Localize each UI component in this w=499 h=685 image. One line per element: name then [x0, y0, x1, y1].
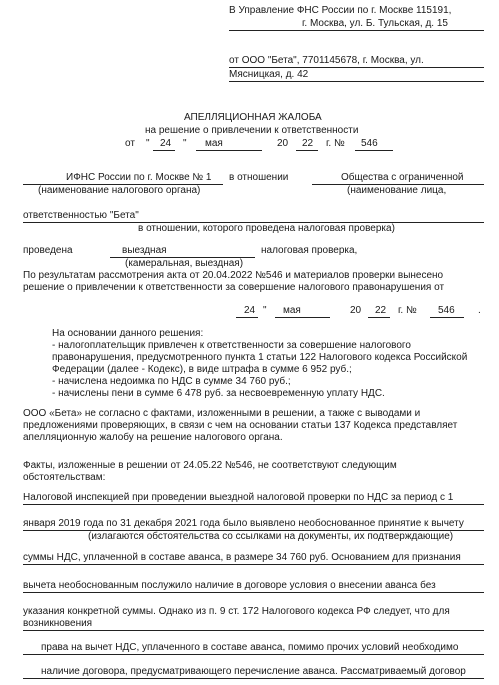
conducted-label: проведена	[23, 245, 73, 256]
disagreement-line-3: апелляционную жалобу на решение налогового органа.	[23, 432, 283, 443]
day-underline	[153, 150, 175, 151]
facts-row-2: января 2019 года по 31 декабря 2021 года было выявлено необоснованное принятие к вычету	[23, 518, 464, 529]
document-subtitle: на решение о привлечении к ответственности	[145, 125, 359, 136]
company-name-part-2: ответственностью "Бета"	[23, 210, 139, 221]
company-name-part-1: Общества с ограниченной	[341, 172, 464, 183]
decision-number: 546	[361, 138, 378, 149]
decision-year: 22	[302, 138, 314, 149]
decision-day: 24	[160, 138, 172, 149]
year-underline	[296, 150, 318, 151]
facts-row-3: суммы НДС, уплаченной в составе аванса, в размере 34 760 руб. Основанием для признания	[23, 552, 461, 563]
facts-row-7-underline	[23, 678, 484, 679]
audited-entity-caption: в отношении, которого проведена налоговая проверка)	[138, 223, 395, 234]
in-relation-label: в отношении	[229, 172, 289, 183]
facts-row-6-underline	[23, 654, 484, 655]
facts-row-5a: указания конкретной суммы. Однако из п. 9 ст. 172 Налогового кодекса РФ следует, что для	[23, 606, 450, 617]
disagreement-line-2: предложениями проверяющих, в связи с чем на основании статьи 137 Кодекса представляет	[23, 420, 458, 431]
number-underline	[355, 150, 393, 151]
tax-authority-caption: (наименование налогового органа)	[38, 185, 201, 196]
facts-caption: (излагаются обстоятельства со ссылками на документы, их подтверждающие)	[88, 531, 454, 542]
audit-word: налоговая проверка,	[261, 245, 358, 256]
results-year-underline	[368, 317, 390, 318]
facts-line-1: Факты, изложенные в решении от 24.05.22 №546, не соответствуют следующим	[23, 460, 397, 471]
results-line-1: По результатам рассмотрения акта от 20.04.2022 №546 и материалов проверки вынесено	[23, 270, 444, 281]
facts-row-1: Налоговой инспекцией при проведении выездной налоговой проверки по НДС за период с 1	[23, 492, 454, 503]
results-line-2: решение о привлечении к ответственности за совершение налогового правонарушения от	[23, 282, 445, 293]
results-year-prefix: 20	[350, 305, 362, 316]
decision-month: мая	[205, 138, 223, 149]
facts-row-5b: возникновения	[23, 618, 93, 629]
sender-underline-1	[229, 67, 484, 68]
results-day-underline	[236, 317, 258, 318]
sender-line-1: от ООО "Бета", 7701145678, г. Москва, ул.	[229, 55, 424, 66]
sender-line-2: Мясницкая, д. 42	[229, 69, 309, 80]
disagreement-line-1: ООО «Бета» не согласно с фактами, изложенными в решении, а также с выводами и	[23, 408, 421, 419]
basis-intro: На основании данного решения:	[52, 328, 204, 339]
date-prefix: от	[125, 138, 135, 149]
facts-row-7: наличие договора, предусматривающего перечисление аванса. Рассматриваемый договор	[41, 666, 466, 677]
results-dot: .	[478, 305, 481, 316]
results-month-underline	[275, 317, 330, 318]
quote-close: "	[183, 138, 187, 149]
year-prefix: 20	[277, 138, 289, 149]
facts-row-1-underline	[23, 504, 484, 505]
addressee-line-1: В Управление ФНС России по г. Москве 115191,	[229, 5, 452, 16]
addressee-line-2: г. Москва, ул. Б. Тульская, д. 15	[302, 18, 448, 29]
facts-row-5-underline	[23, 630, 484, 631]
document-title: АПЕЛЛЯЦИОННАЯ ЖАЛОБА	[184, 112, 322, 123]
audit-type: выездная	[122, 245, 167, 256]
facts-row-6: права на вычет НДС, уплаченного в составе аванса, помимо прочих условий необходимо	[41, 642, 459, 653]
results-number: 546	[438, 305, 455, 316]
results-month: мая	[283, 305, 301, 316]
results-year: 22	[375, 305, 387, 316]
facts-row-4: вычета необоснованным послужило наличие в договоре условия о внесении аванса без	[23, 580, 436, 591]
facts-row-4-underline	[23, 592, 484, 593]
number-prefix: г. №	[326, 138, 345, 149]
month-underline	[196, 150, 262, 151]
bullet-1-line-3: Федерации (далее - Кодекс), в виде штрафа в сумме 6 952 руб.;	[52, 364, 352, 375]
bullet-1-line-2: правонарушения, предусмотренного пункта 1 статьи 122 Налогового кодекса Российской	[52, 352, 468, 363]
bullet-1-line-1: - налогоплательщик привлечен к ответственности за совершение налогового	[52, 340, 411, 351]
sender-underline-2	[229, 81, 484, 82]
company-caption: (наименование лица,	[347, 185, 447, 196]
bullet-3: - начислены пени в сумме 6 478 руб. за несвоевременную уплату НДС.	[52, 388, 385, 399]
results-day: 24	[244, 305, 256, 316]
audit-type-caption: (камеральная, выездная)	[125, 258, 244, 269]
facts-row-3-underline	[23, 564, 484, 565]
results-quote: "	[263, 305, 267, 316]
results-number-prefix: г. №	[398, 305, 417, 316]
tax-authority-name: ИФНС России по г. Москве № 1	[66, 172, 212, 183]
addressee-underline	[229, 30, 484, 31]
facts-line-2: обстоятельствам:	[23, 472, 106, 483]
quote-open: "	[146, 138, 150, 149]
results-number-underline	[430, 317, 464, 318]
bullet-2: - начислена недоимка по НДС в сумме 34 760 руб.;	[52, 376, 291, 387]
